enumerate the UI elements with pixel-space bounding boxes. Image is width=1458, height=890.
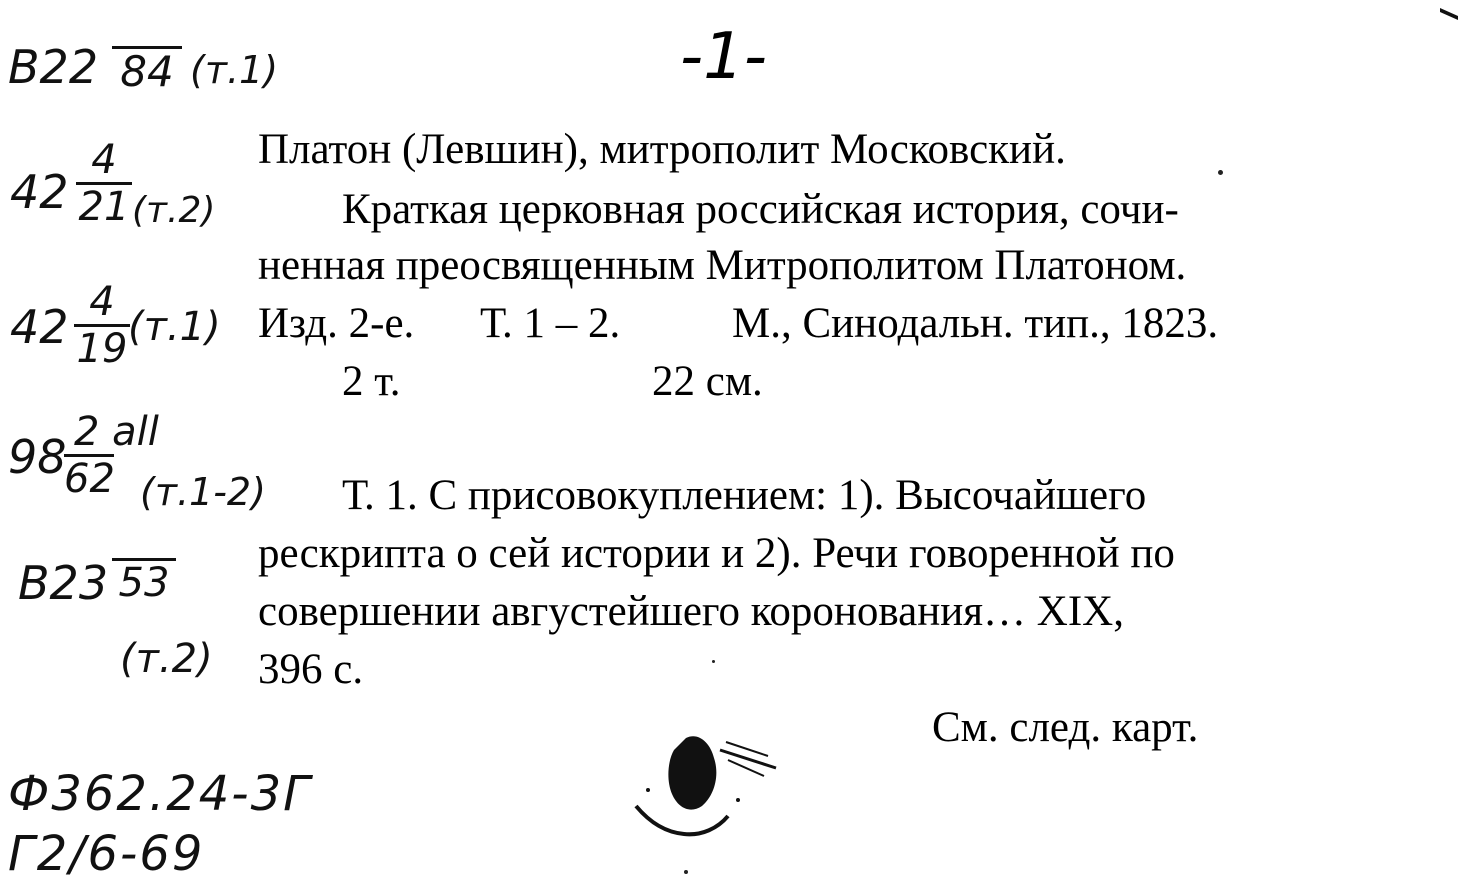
speck [684,870,688,874]
note-line-2: рескрипта о сей истории и 2). Речи говоренной по [258,530,1175,577]
shelf-mark-1-denominator: 84 [120,47,174,96]
speck [712,660,715,663]
note-line-1: Т. 1. С присовокуплением: 1). Высочайшего [342,472,1147,519]
shelf-mark-5-fraction [112,552,176,606]
shelf-mark-5-suffix: (т.2) [120,636,213,682]
shelf-mark-2-numerator: 4 [91,137,117,183]
entry-volumes: Т. 1 – 2. [480,300,621,347]
entry-size: 22 см. [652,358,763,405]
shelf-mark-2-denominator: 21 [78,184,130,230]
entry-author: Платон (Левшин), митрополит Московский. [258,126,1066,173]
shelf-mark-1-fraction [112,38,182,96]
corner-scan-mark [1440,6,1458,20]
shelf-mark-5-prefix: B23 [18,556,109,610]
shelf-mark-3-denominator: 19 [76,326,128,372]
bottom-note-2: Г2/6-69 [8,826,205,882]
entry-title-line-1: Краткая церковная российская история, сочи- [342,186,1179,233]
note-line-3: совершении августейшего коронования… XIX, [258,588,1124,635]
shelf-mark-4-denominator: 62 [64,456,115,502]
shelf-mark-3-fraction [74,279,130,372]
shelf-mark-2-prefix: 42 [10,165,69,219]
shelf-mark-4-numerator: 2 all [74,409,159,455]
bottom-note-1: Ф362.24-3Г [8,766,312,822]
entry-imprint: М., Синодальн. тип., 1823. [732,300,1219,347]
shelf-mark-3-prefix: 42 [10,300,69,354]
entry-volume-count: 2 т. [342,358,401,405]
entry-title-line-2: ненная преосвященным Митрополитом Платоном. [258,242,1187,289]
entry-edition: Изд. 2-е. [258,300,415,347]
note-line-4: 396 с. [258,646,364,693]
shelf-mark-2-suffix: (т.2) [132,190,216,231]
shelf-mark-4-suffix: (т.1-2) [140,470,266,514]
shelf-mark-1-numerator [112,38,182,44]
shelf-mark-1-suffix: (т.1) [190,48,279,92]
shelf-mark-1-prefix: B22 [8,40,99,94]
speck [1218,170,1223,175]
shelf-mark-2-fraction [76,137,132,230]
shelf-mark-5-numerator [112,552,176,556]
shelf-mark-4-prefix: 98 [8,430,67,484]
shelf-mark-3-numerator: 4 [89,279,115,325]
page-number: -1- [680,20,767,94]
continuation-note: См. след. карт. [932,704,1199,751]
shelf-mark-3-suffix: (т.1) [128,304,221,350]
ink-blot-mark [628,710,788,850]
shelf-mark-1 [8,40,98,94]
shelf-mark-5-denominator: 53 [118,560,170,606]
